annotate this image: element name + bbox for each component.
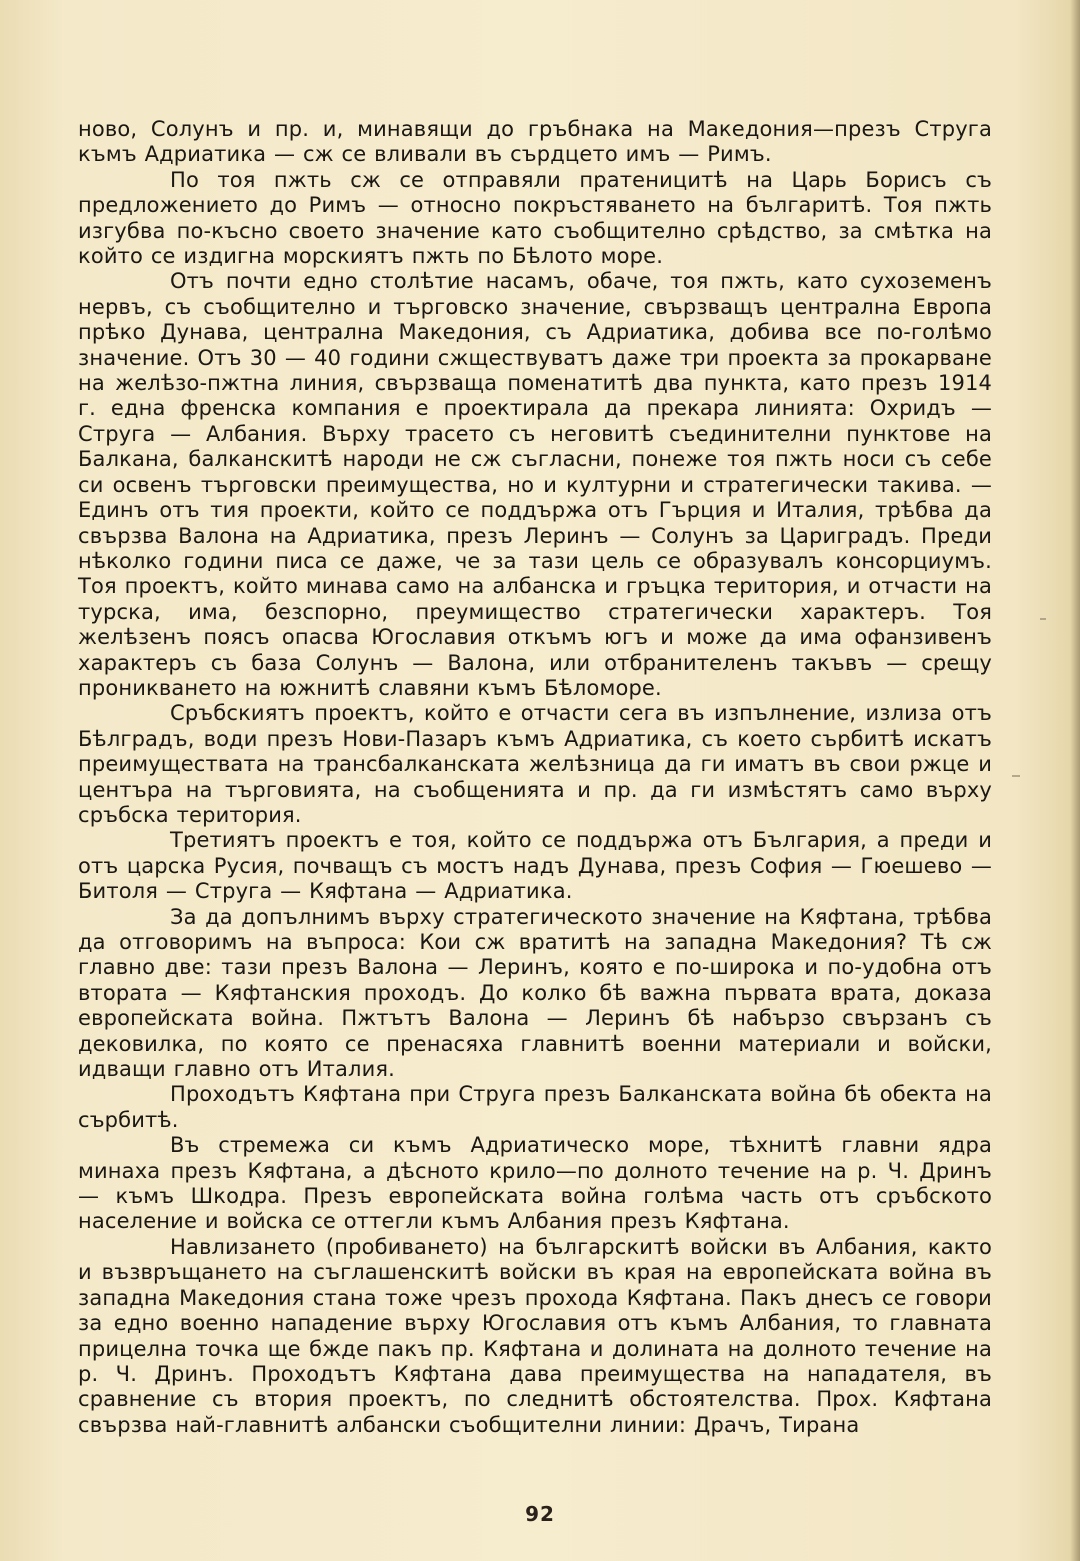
paragraph-7: Проходътъ Кяфтана при Струга презъ Балканската война бѣ обекта на сърбитѣ. [78,1082,992,1132]
paragraph-1: ново, Солунъ и пр. и, минавящи до гръбнака на Македония—презъ Струга къмъ Адриатика — сж се вливали въ сърдцето имъ — Римъ. [78,117,992,167]
paper-speck [1012,775,1020,777]
body-text [78,117,992,1438]
paragraph-5: Третиятъ проектъ е тоя, който се поддържа отъ България, а преди и отъ царска Русия, почващъ съ мостъ надъ Дунава, презъ София — Гюешево —Битоля — Струга — Кяфтана — Адриатика. [78,828,992,904]
paragraph-9: Навлизането (пробиването) на българскитѣ войски въ Албания, както и възвръщането на съглашенскитѣ войски въ края на европейската война въ западна Македония стана тоже чрезъ прохода Кяфтана. Пакъ днесъ се говори за едно военно нападение върху Югославия отъ къмъ Албания, то главната прицелна точка ще бжде пакъ пр. Кяфтана и долината на долното течение на р. Ч. Дринъ. Проходътъ Кяфтана дава преимущества на нападателя, въ сравнение съ втория проектъ, по следнитѣ обстоятелства. Прох. Кяфтана свързва най-главнитѣ албански съобщителни линии: Драчъ, Тирана [78,1234,992,1437]
page-edge-shadow [1070,0,1080,1561]
paragraph-6: За да допълнимъ върху стратегическото значение на Кяфтана, трѣбва да отговоримъ на въпроса: Кои сж вратитѣ на западна Македония? Тѣ сж главно две: тази презъ Валона — Леринъ, която е по-широка и по-удобна отъ втората — Кяфтанския проходъ. До колко бѣ важна първата врата, доказа европейската война. Пжтътъ Валона — Леринъ бѣ набързо свързанъ съ дековилка, по която се пренасяха главнитѣ военни материали и войски, идващи главно отъ Италия. [78,904,992,1082]
paragraph-8: Въ стремежа си къмъ Адриатическо море, тѣхнитѣ главни ядра минаха презъ Кяфтана, а дѣсното крило—по долното течение на р. Ч. Дринъ — къмъ Шкодра. Презъ европейската война голѣма часть отъ сръбското население и войска се оттегли къмъ Албания презъ Кяфтана. [78,1133,992,1234]
paragraph-2: По тоя пжть сж се отправяли пратеницитѣ на Царь Борисъ съ предложението до Римъ — относно покръстяването на българитѣ. Тоя пжть изгубва по-късно своето значение като съобщително срѣдство, за смѣтка на който се издигна морскиятъ пжть по Бѣлото море. [78,167,992,269]
page-number: 92 [525,1502,555,1526]
paper-speck [1040,618,1046,620]
paragraph-3: Отъ почти едно столѣтие насамъ, обаче, тоя пжть, като сухоземенъ нервъ, съ съобщително и търговско значение, свързващъ централна Европа прѣко Дунава, централна Македония, съ Адриатика, добива все по-голѣмо значение. Отъ 30 — 40 години сжществуватъ даже три проекта за прокарване на желѣзо-пжтна линия, свързваща поменатитѣ два пункта, като презъ 1914 г. една френска компания е проектирала да прекара линията: Охридъ — Струга — Албания. Върху трасето съ неговитѣ съединителни пунктове на Балкана, балканскитѣ народи не сж съгласни, понеже тоя пжть носи съ себе си освенъ търговски преимущества, но и културни и стратегически такива. — Единъ отъ тия проекти, който се поддържа отъ Гърция и Италия, трѣбва да свързва Валона на Адриатика, презъ Леринъ — Солунъ за Цариградъ. Преди нѣколко години писа се даже, че за тази цель се образувалъ консорциумъ. Тоя проектъ, който минава само на албанска и гръцка територия, и отчасти на турска, има, безспорно, преумищество стратегически характеръ. Тоя желѣзенъ поясъ опасва Югославия откъмъ югъ и може да има офанзивенъ характеръ съ база Солунъ — Валона, или отбранителенъ такъвъ — срещу проникването на южнитѣ славяни къмъ Бѣломоре. [78,269,992,700]
paragraph-4: Сръбскиятъ проектъ, който е отчасти сега въ изпълнение, излиза отъ Бѣлградъ, води презъ Нови-Пазаръ къмъ Адриатика, съ което сърбитѣ искатъ преимуществата на трансбалканската желѣзница да ги иматъ въ свои ржце и центъра на търговията, на съобщенията и пр. да ги измѣстятъ само върху сръбска територия. [78,701,992,827]
